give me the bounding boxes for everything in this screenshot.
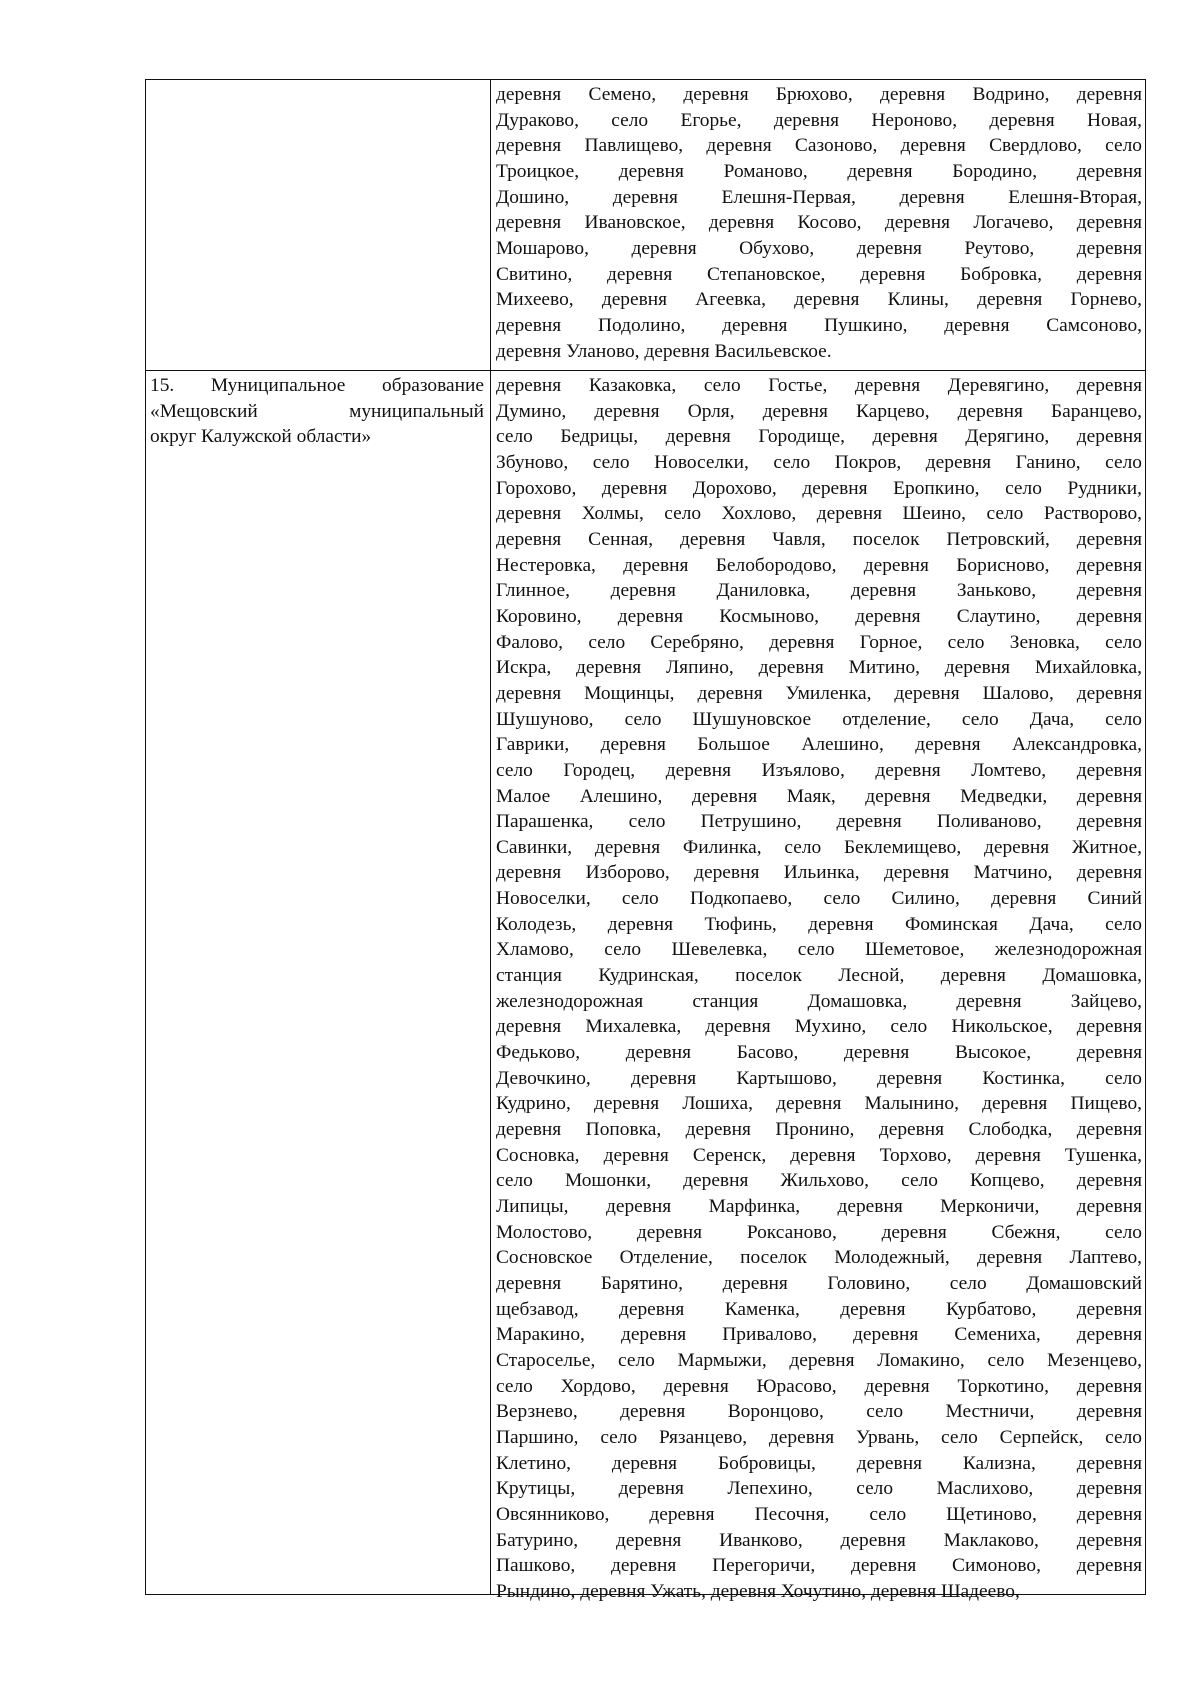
text-line: Девочкино, деревня Картышово, деревня Костинка, село: [496, 1067, 1142, 1089]
text-line: Нестеровка, деревня Белобородово, деревня Борисново, деревня: [496, 554, 1142, 576]
text-line: 15. Муниципальное образование: [150, 375, 484, 396]
text-line: деревня Изборово, деревня Ильинка, деревня Матчино, деревня: [496, 862, 1142, 884]
text-line: Молостово, деревня Роксаново, деревня Сбежня, село: [496, 1221, 1142, 1243]
text-line: Дошино, деревня Елешня-Первая, деревня Елешня-Вторая,: [496, 186, 1142, 208]
text-line: Шушуново, село Шушуновское отделение, село Дача, село: [496, 708, 1142, 730]
text-line: Парашенка, село Петрушино, деревня Поливаново, деревня: [496, 811, 1142, 833]
text-line: щебзавод, деревня Каменка, деревня Курбатово, деревня: [496, 1298, 1142, 1320]
column-divider: [490, 80, 491, 1594]
text-line: Хламово, село Шевелевка, село Шеметовое, железнодорожная: [496, 939, 1142, 961]
text-line: Пашково, деревня Перегоричи, деревня Симоново, деревня: [496, 1555, 1142, 1577]
text-line: Думино, деревня Орля, деревня Карцево, деревня Баранцево,: [496, 400, 1142, 422]
text-line: Сосновское Отделение, поселок Молодежный, деревня Лаптево,: [496, 1247, 1142, 1269]
text-line: село Мошонки, деревня Жильхово, село Копцево, деревня: [496, 1170, 1142, 1192]
text-line: железнодорожная станция Домашовка, деревня Зайцево,: [496, 990, 1142, 1012]
row1-settlements-cell: [496, 82, 1142, 364]
text-line: Маракино, деревня Привалово, деревня Семениха, деревня: [496, 1324, 1142, 1346]
text-line: Савинки, деревня Филинка, село Беклемищево, деревня Житное,: [496, 836, 1142, 858]
text-line: Паршино, село Рязанцево, деревня Урвань, село Серпейск, село: [496, 1426, 1142, 1448]
text-line: деревня Ивановское, деревня Косово, деревня Логачево, деревня: [496, 212, 1142, 234]
text-line: Крутицы, деревня Лепехино, село Маслихово, деревня: [496, 1478, 1142, 1500]
text-line: Горохово, деревня Дорохово, деревня Еропкино, село Рудники,: [496, 477, 1142, 499]
text-line: Троицкое, деревня Романово, деревня Бородино, деревня: [496, 160, 1142, 182]
text-line: Искра, деревня Ляпино, деревня Митино, деревня Михайловка,: [496, 657, 1142, 679]
text-line: деревня Уланово, деревня Васильевское.: [496, 340, 832, 362]
text-line: Кудрино, деревня Лошиха, деревня Малынино, деревня Пищево,: [496, 1093, 1142, 1115]
text-line: Федьково, деревня Басово, деревня Высокое, деревня: [496, 1042, 1142, 1064]
text-line: Гаврики, деревня Большое Алешино, деревня Александровка,: [496, 734, 1142, 756]
text-line: Верзнево, деревня Воронцово, село Местничи, деревня: [496, 1401, 1142, 1423]
text-line: деревня Семено, деревня Брюхово, деревня Водрино, деревня: [496, 84, 1142, 105]
text-line: Мошарово, деревня Обухово, деревня Реутово, деревня: [496, 237, 1142, 259]
text-line: Збуново, село Новоселки, село Покров, деревня Ганино, село: [496, 451, 1142, 473]
text-line: Коровино, деревня Космыново, деревня Слаутино, деревня: [496, 605, 1142, 627]
text-line: Фалово, село Серебряно, деревня Горное, село Зеновка, село: [496, 631, 1142, 653]
text-line: Михеево, деревня Агеевка, деревня Клины, деревня Горнево,: [496, 289, 1142, 311]
text-line: село Хордово, деревня Юрасово, деревня Торкотино, деревня: [496, 1375, 1142, 1397]
text-line: Глинное, деревня Даниловка, деревня Заньково, деревня: [496, 580, 1142, 602]
text-line: деревня Подолино, деревня Пушкино, деревня Самсоново,: [496, 314, 1142, 336]
row-divider: [146, 370, 1145, 371]
text-line: Дураково, село Егорье, деревня Нероново, деревня Новая,: [496, 109, 1142, 131]
text-line: Овсянниково, деревня Песочня, село Щетиново, деревня: [496, 1503, 1142, 1525]
text-line: село Бедрицы, деревня Городище, деревня Дерягино, деревня: [496, 426, 1142, 448]
text-line: село Городец, деревня Изъялово, деревня Ломтево, деревня: [496, 759, 1142, 781]
text-line: Клетино, деревня Бобровицы, деревня Кализна, деревня: [496, 1452, 1142, 1474]
row2-municipality-cell: [150, 373, 484, 450]
text-line: Батурино, деревня Иванково, деревня Маклаково, деревня: [496, 1529, 1142, 1551]
text-line: Сосновка, деревня Серенск, деревня Торхово, деревня Тушенка,: [496, 1144, 1142, 1166]
text-line: Рындино, деревня Ужать, деревня Хочутино, деревня Шадеево,: [496, 1580, 1020, 1602]
text-line: Колодезь, деревня Тюфинь, деревня Фоминская Дача, село: [496, 913, 1142, 935]
row2-settlements-cell: [496, 373, 1142, 1605]
text-line: Новоселки, село Подкопаево, село Силино, деревня Синий: [496, 888, 1142, 910]
text-line: деревня Павлищево, деревня Сазоново, деревня Свердлово, село: [496, 135, 1142, 157]
text-line: деревня Барятино, деревня Головино, село Домашовский: [496, 1272, 1142, 1294]
text-line: Свитино, деревня Степановское, деревня Бобровка, деревня: [496, 263, 1142, 285]
text-line: деревня Мощинцы, деревня Умиленка, деревня Шалово, деревня: [496, 682, 1142, 704]
text-line: «Мещовский муниципальный: [150, 400, 484, 422]
settlements-table: [145, 79, 1146, 1602]
text-line: округ Калужской области»: [150, 426, 372, 448]
text-line: деревня Михалевка, деревня Мухино, село Никольское, деревня: [496, 1016, 1142, 1038]
text-line: деревня Поповка, деревня Пронино, деревня Слободка, деревня: [496, 1119, 1142, 1141]
text-line: деревня Сенная, деревня Чавля, поселок Петровский, деревня: [496, 528, 1142, 550]
text-line: Малое Алешино, деревня Маяк, деревня Медведки, деревня: [496, 785, 1142, 807]
text-line: Староселье, село Мармыжи, деревня Ломакино, село Мезенцево,: [496, 1349, 1142, 1371]
text-line: Липицы, деревня Марфинка, деревня Мерконичи, деревня: [496, 1196, 1142, 1217]
text-line: станция Кудринская, поселок Лесной, деревня Домашовка,: [496, 965, 1142, 987]
text-line: деревня Казаковка, село Гостье, деревня Деревягино, деревня: [496, 375, 1142, 396]
text-line: деревня Холмы, село Хохлово, деревня Шеино, село Растворово,: [496, 503, 1142, 525]
